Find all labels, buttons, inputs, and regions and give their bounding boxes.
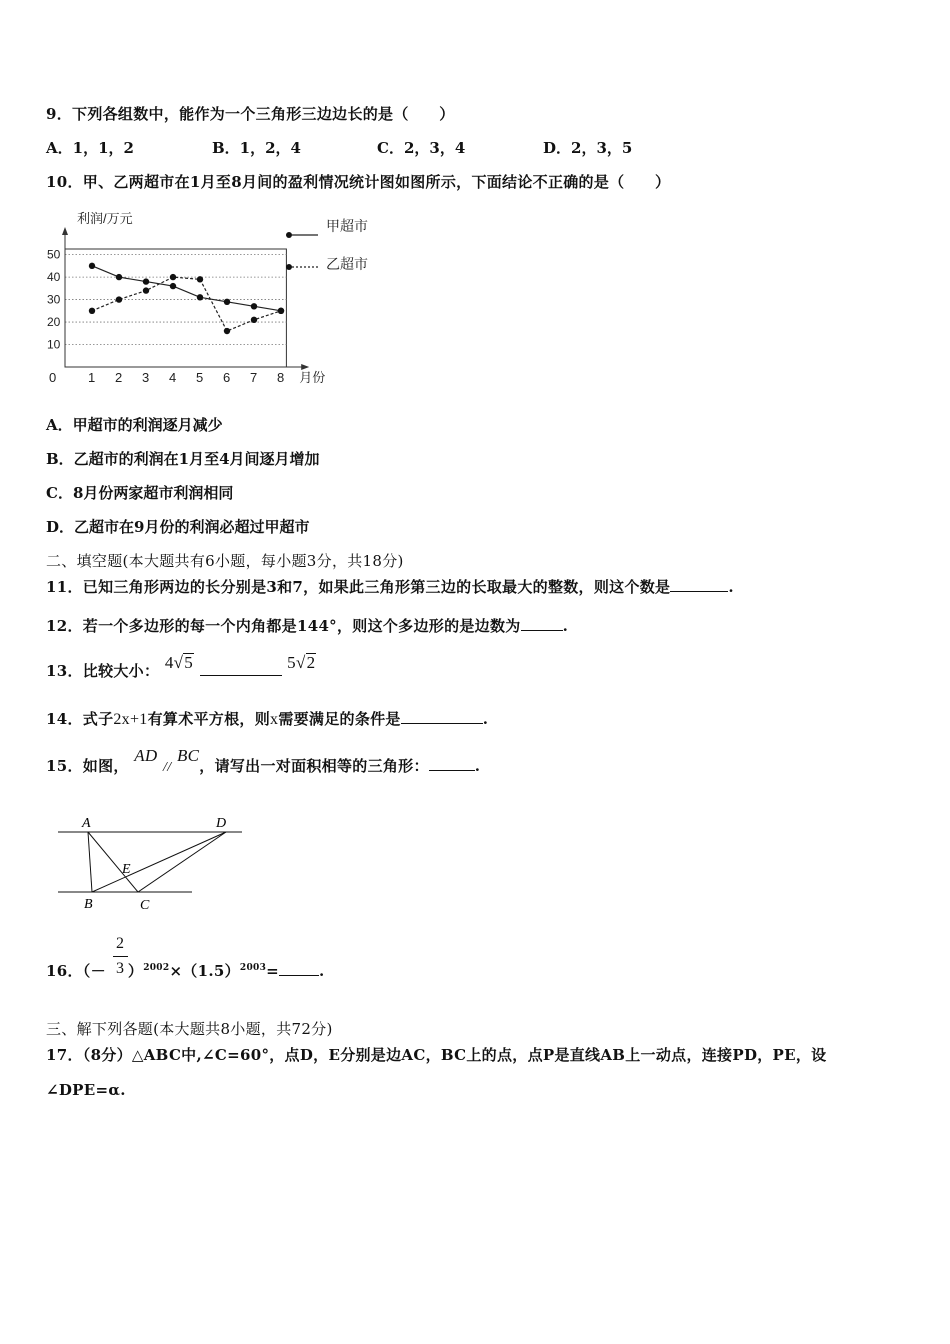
- x-tick-label: 6: [223, 370, 231, 385]
- q9-option-c: C．2，3，4: [377, 139, 466, 157]
- q9-option-b: B．1，2，4: [212, 139, 301, 157]
- q16-pre: 16．（－: [46, 962, 106, 980]
- q11-text: 11．已知三角形两边的长分别是3和7，如果此三角形第三边的长取最大的整数，则这个数是: [46, 578, 671, 596]
- q15-answer-blank[interactable]: [429, 756, 475, 771]
- label-b: B: [84, 897, 93, 912]
- x-tick-label: 3: [142, 370, 150, 385]
- q16: [46, 960, 325, 981]
- q15-end: .: [474, 757, 481, 775]
- data-point: [170, 274, 176, 280]
- x-tick-label: 4: [169, 370, 177, 385]
- x-tick-label: 2: [115, 370, 123, 385]
- q16-end: .: [319, 962, 325, 980]
- q12-answer-blank[interactable]: [521, 616, 563, 631]
- q14-end: .: [482, 710, 489, 728]
- q16-fraction-denominator: 3: [116, 960, 124, 977]
- origin-label: 0: [49, 370, 57, 385]
- q13-answer-blank[interactable]: [200, 661, 282, 676]
- segment-ab: [88, 832, 92, 892]
- q14-expr: 2x+1: [113, 711, 148, 728]
- y-tick-label: 10: [47, 337, 61, 352]
- y-tick-label: 30: [47, 292, 61, 307]
- label-e: E: [122, 862, 131, 877]
- q16-equals: =: [266, 962, 280, 980]
- data-point: [224, 328, 230, 334]
- y-axis-label: 利润/万元: [77, 211, 133, 226]
- q14: [46, 708, 488, 729]
- data-point: [143, 287, 149, 293]
- y-tick-label: 40: [47, 270, 61, 285]
- q9-option-d: D．2，3，5: [543, 139, 633, 157]
- q17-line1: 17．（8分）△ABC中,∠C=60°，点D，E分别是边AC，BC上的点，点P是直线AB上一动点，连接PD，PE，设: [46, 1046, 827, 1064]
- q16-exp2: 2003: [239, 963, 267, 973]
- segment-bd: [92, 832, 226, 892]
- q13: [46, 653, 316, 681]
- q10-option-d: D．乙超市在9月份的利润必超过甲超市: [46, 518, 310, 536]
- x-axis-label: 月份: [299, 370, 326, 385]
- q14-answer-blank[interactable]: [401, 709, 483, 724]
- q10-option-c: C．8月份两家超市利润相同: [46, 484, 234, 502]
- q12-end: .: [562, 617, 569, 635]
- q16-fraction-numerator: 2: [116, 935, 124, 952]
- q12-text: 12．若一个多边形的每一个内角都是144°，则这个多边形的是边数为: [46, 617, 521, 635]
- data-point: [197, 294, 203, 300]
- data-point: [116, 296, 122, 302]
- profit-line-chart: [40, 200, 400, 400]
- q15-bc: BC: [176, 746, 200, 765]
- data-point: [224, 299, 230, 305]
- y-axis-arrow: [62, 227, 68, 235]
- data-point: [251, 317, 257, 323]
- label-c: C: [140, 898, 150, 913]
- q11-answer-blank[interactable]: [670, 577, 728, 592]
- q16-fraction-bar: [113, 956, 128, 957]
- data-point: [197, 276, 203, 282]
- q14-mid: 有算术平方根，则: [147, 710, 271, 728]
- x-tick-label: 5: [196, 370, 204, 385]
- segment-cd: [138, 832, 226, 892]
- data-point: [143, 278, 149, 284]
- q16-exp1: 2002: [143, 963, 170, 973]
- y-tick-label: 20: [47, 315, 61, 330]
- q10-stem: 10．甲、乙两超市在1月至8月间的盈利情况统计图如图所示，下面结论不正确的是（ ）: [46, 173, 671, 191]
- figure-15-trapezoid: [50, 810, 250, 915]
- q15-ad: AD: [134, 746, 158, 765]
- y-tick-label: 50: [47, 247, 61, 262]
- q13-expr-b: 5√2: [287, 653, 316, 672]
- label-a: A: [82, 816, 91, 831]
- q14-post: 需要满足的条件是: [278, 710, 401, 728]
- q10-option-b: B．乙超市的利润在1月至4月间逐月增加: [46, 450, 320, 468]
- data-point: [251, 303, 257, 309]
- q15-pre: 15．如图，: [46, 757, 129, 775]
- q10-option-a: A．甲超市的利润逐月减少: [46, 416, 223, 434]
- q14-pre: 14．式子: [46, 710, 114, 728]
- q11: [46, 576, 734, 597]
- q16-answer-blank[interactable]: [279, 961, 319, 976]
- q16-paren-close: ）: [127, 962, 144, 980]
- q12: [46, 615, 568, 636]
- q17-line2: ∠DPE=α.: [46, 1081, 126, 1099]
- q13-expr-a: 4√5: [164, 653, 194, 672]
- section2-title: 二、填空题(本大题共有6小题，每小题3分，共18分): [46, 552, 404, 570]
- section3-title: 三、解下列各题(本大题共8小题，共72分): [46, 1020, 333, 1038]
- legend-label: 甲超市: [326, 218, 368, 234]
- legend-marker: [286, 264, 292, 270]
- data-point: [278, 308, 284, 314]
- data-point: [116, 274, 122, 280]
- q9-option-a: A．1，1，2: [46, 139, 134, 157]
- q9-stem: 9．下列各组数中，能作为一个三角形三边边长的是（ ）: [46, 105, 455, 123]
- q13-text: 13．比较大小：: [46, 662, 160, 680]
- data-point: [89, 263, 95, 269]
- x-tick-label: 7: [250, 370, 258, 385]
- legend-label: 乙超市: [326, 256, 368, 272]
- q11-end: .: [728, 578, 734, 596]
- label-d: D: [216, 816, 227, 831]
- q15: [46, 746, 481, 776]
- legend-marker: [286, 232, 292, 238]
- x-tick-label: 8: [277, 370, 285, 385]
- q14-var: x: [270, 711, 279, 728]
- data-point: [170, 283, 176, 289]
- q15-parallel: //: [163, 760, 172, 775]
- x-tick-label: 1: [88, 370, 96, 385]
- q16-mid: ×（1.5）: [169, 962, 240, 980]
- q15-post: ，请写出一对面积相等的三角形：: [199, 757, 429, 775]
- data-point: [89, 308, 95, 314]
